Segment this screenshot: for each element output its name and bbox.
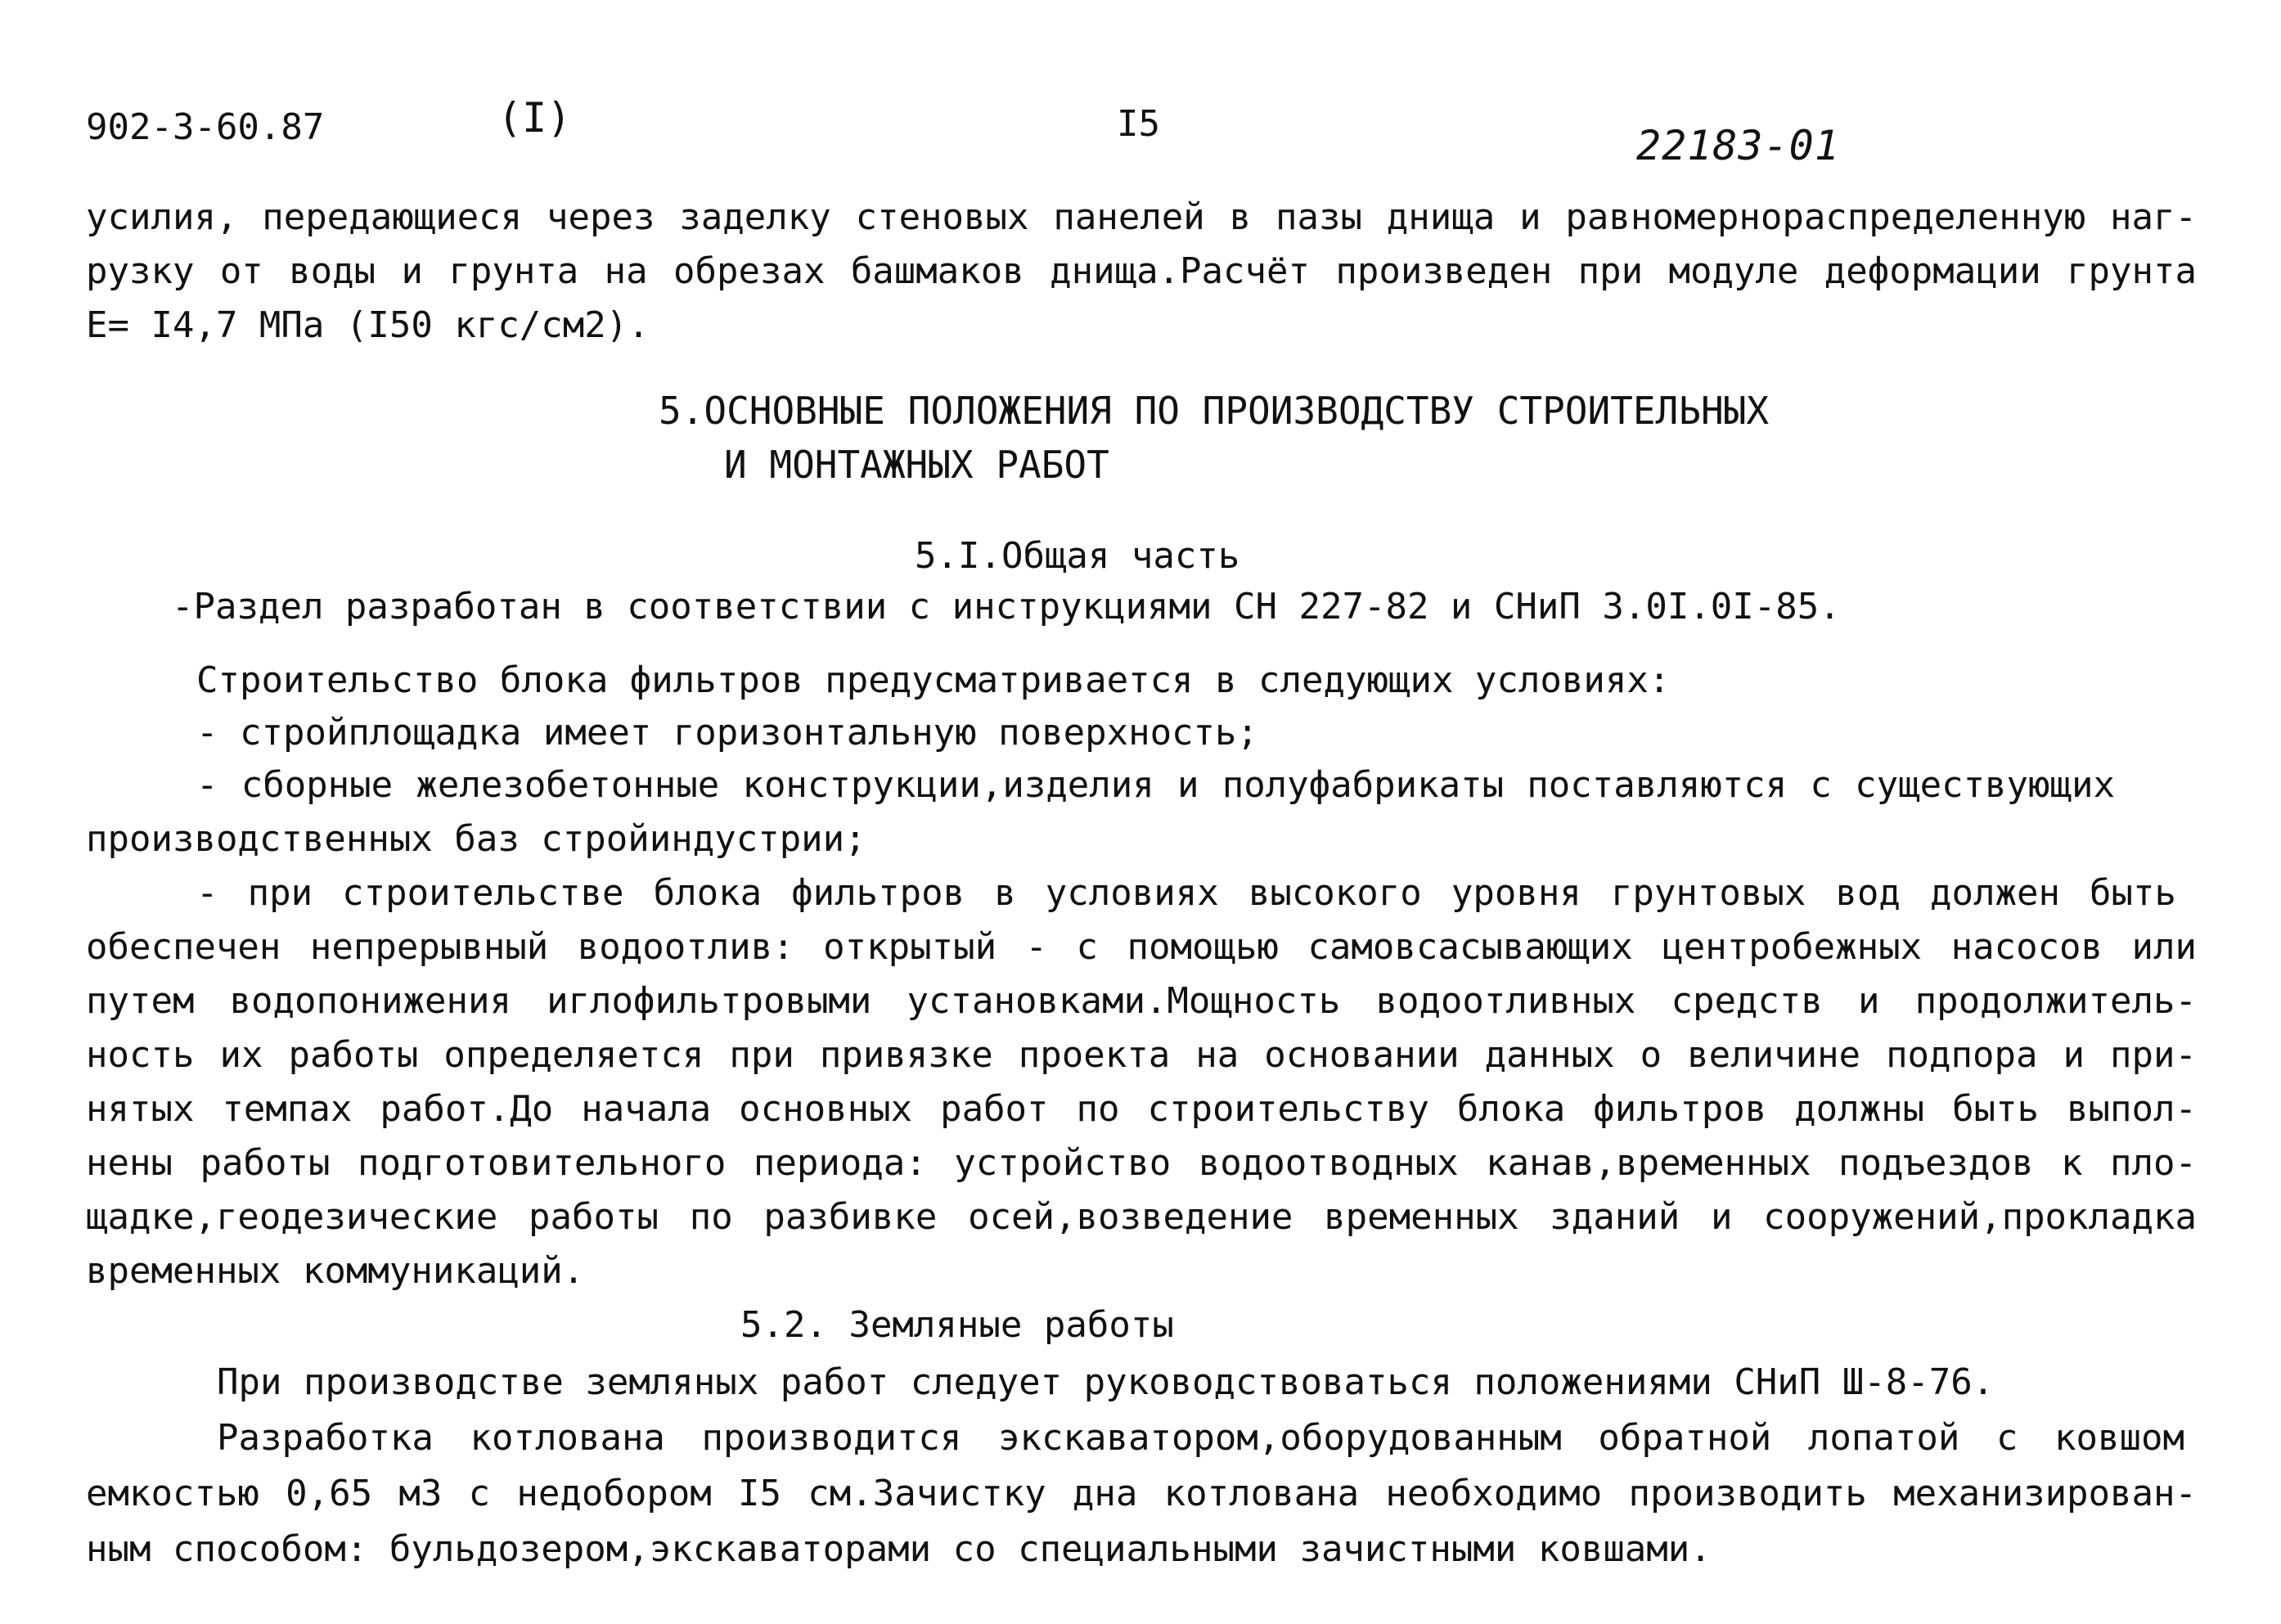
list-item: - при строительстве блока фильтров в условиях высокого уровня грунтовых вод должен быть bbox=[196, 872, 2176, 914]
section-5-title-line-1: 5.ОСНОВНЫЕ ПОЛОЖЕНИЯ ПО ПРОИЗВОДСТВУ СТРОИТЕЛЬНЫХ bbox=[659, 389, 1770, 433]
document-code: 902-3-60.87 bbox=[86, 106, 325, 148]
list-item: - сборные железобетонные конструкции,изделия и полуфабрикаты поставляются с существующих bbox=[196, 764, 2115, 806]
paragraph-line: производственных баз стройиндустрии; bbox=[86, 818, 866, 860]
paragraph-line: обеспечен непрерывный водоотлив: открытый - с помощью самовсасывающих центробежных насосов или bbox=[86, 926, 2197, 968]
section-5-title-line-2: И МОНТАЖНЫХ РАБОТ bbox=[724, 443, 1109, 487]
paragraph-line: При производстве земляных работ следует руководствоваться положениями СНиП Ш-8-76. bbox=[217, 1361, 1995, 1403]
intro-line-3: E= I4,7 МПа (I50 кгс/см2). bbox=[86, 304, 650, 346]
paragraph-line: нятых темпах работ.До начала основных работ по строительству блока фильтров должны быть выпол- bbox=[86, 1088, 2197, 1130]
page-number: I5 bbox=[1117, 103, 1160, 145]
paragraph-line: Строительство блока фильтров предусматривается в следующих условиях: bbox=[196, 659, 1671, 701]
list-item: - стройплощадка имеет горизонтальную поверхность; bbox=[196, 712, 1259, 754]
paragraph-line: емкостью 0,65 м3 с недобором I5 см.Зачистку дна котлована необходимо производить механизирован- bbox=[86, 1473, 2197, 1514]
inventory-number: 22183-01 bbox=[1636, 122, 1840, 169]
paragraph-line: ность их работы определяется при привязке проекта на основании данных о величине подпора и при- bbox=[86, 1034, 2197, 1076]
paragraph-line: временных коммуникаций. bbox=[86, 1250, 585, 1292]
intro-line-1: усилия, передающиеся через заделку стеновых панелей в пазы днища и равномернораспределенную наг- bbox=[86, 196, 2197, 238]
subsection-5-1-title: 5.I.Общая часть bbox=[915, 535, 1240, 577]
paragraph-line: Разработка котлована производится экскаватором,оборудованным обратной лопатой с ковшом bbox=[217, 1417, 2184, 1459]
paragraph-line: нены работы подготовительного периода: устройство водоотводных канав,временных подъездов к пло- bbox=[86, 1142, 2197, 1184]
subsection-5-2-title: 5.2. Земляные работы bbox=[740, 1304, 1174, 1346]
paragraph-line: путем водопонижения иглофильтровыми установками.Мощность водоотливных средств и продолжитель- bbox=[86, 980, 2197, 1022]
paragraph-line: ным способом: бульдозером,экскаваторами со специальными зачистными ковшами. bbox=[86, 1528, 1712, 1570]
paragraph-line: -Раздел разработан в соответствии с инструкциями СН 227-82 и СНиП 3.0I.0I-85. bbox=[172, 586, 1841, 628]
intro-line-2: рузку от воды и грунта на обрезах башмаков днища.Расчёт произведен при модуле деформации грунта bbox=[86, 250, 2197, 292]
paragraph-line: щадке,геодезические работы по разбивке осей,возведение временных зданий и сооружений,прокладка bbox=[86, 1196, 2197, 1238]
document-mark: (I) bbox=[497, 94, 572, 142]
